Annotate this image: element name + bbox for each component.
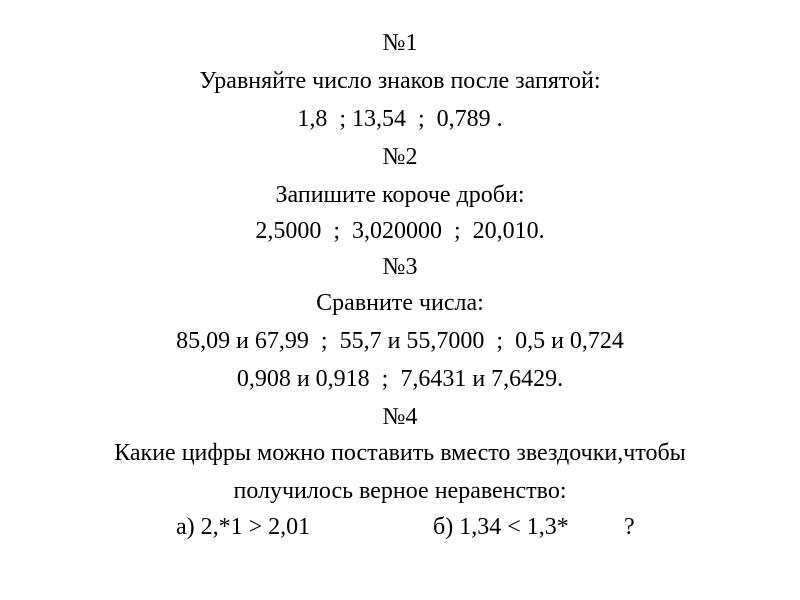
task-4-question-mark: ? [624, 514, 635, 540]
task-4-part-a: а) 2,*1 > 2,01 [176, 514, 311, 540]
task-4-number: №4 [382, 404, 418, 430]
task-1-number: №1 [382, 30, 418, 56]
task-4-prompt-line-2: получилось верное неравенство: [233, 478, 567, 504]
task-1-prompt: Уравняйте число знаков после запятой: [199, 68, 601, 94]
task-3-items-line-2: 0,908 и 0,918 ; 7,6431 и 7,6429. [236, 366, 564, 392]
task-2-prompt: Запишите короче дроби: [275, 182, 525, 208]
task-4-parts-row [0, 512, 800, 542]
task-2-items: 2,5000 ; 3,020000 ; 20,010. [255, 218, 545, 244]
task-3-prompt: Сравните числа: [316, 290, 484, 316]
task-2-number: №2 [382, 144, 418, 170]
task-3-items-line-1: 85,09 и 67,99 ; 55,7 и 55,7000 ; 0,5 и 0,724 [176, 328, 624, 354]
task-3-number: №3 [382, 254, 418, 280]
task-4-prompt-line-1: Какие цифры можно поставить вместо звездочки,чтобы [114, 440, 686, 466]
task-1-items: 1,8 ; 13,54 ; 0,789 . [297, 106, 503, 132]
task-4-part-b: б) 1,34 < 1,3* [433, 514, 569, 540]
